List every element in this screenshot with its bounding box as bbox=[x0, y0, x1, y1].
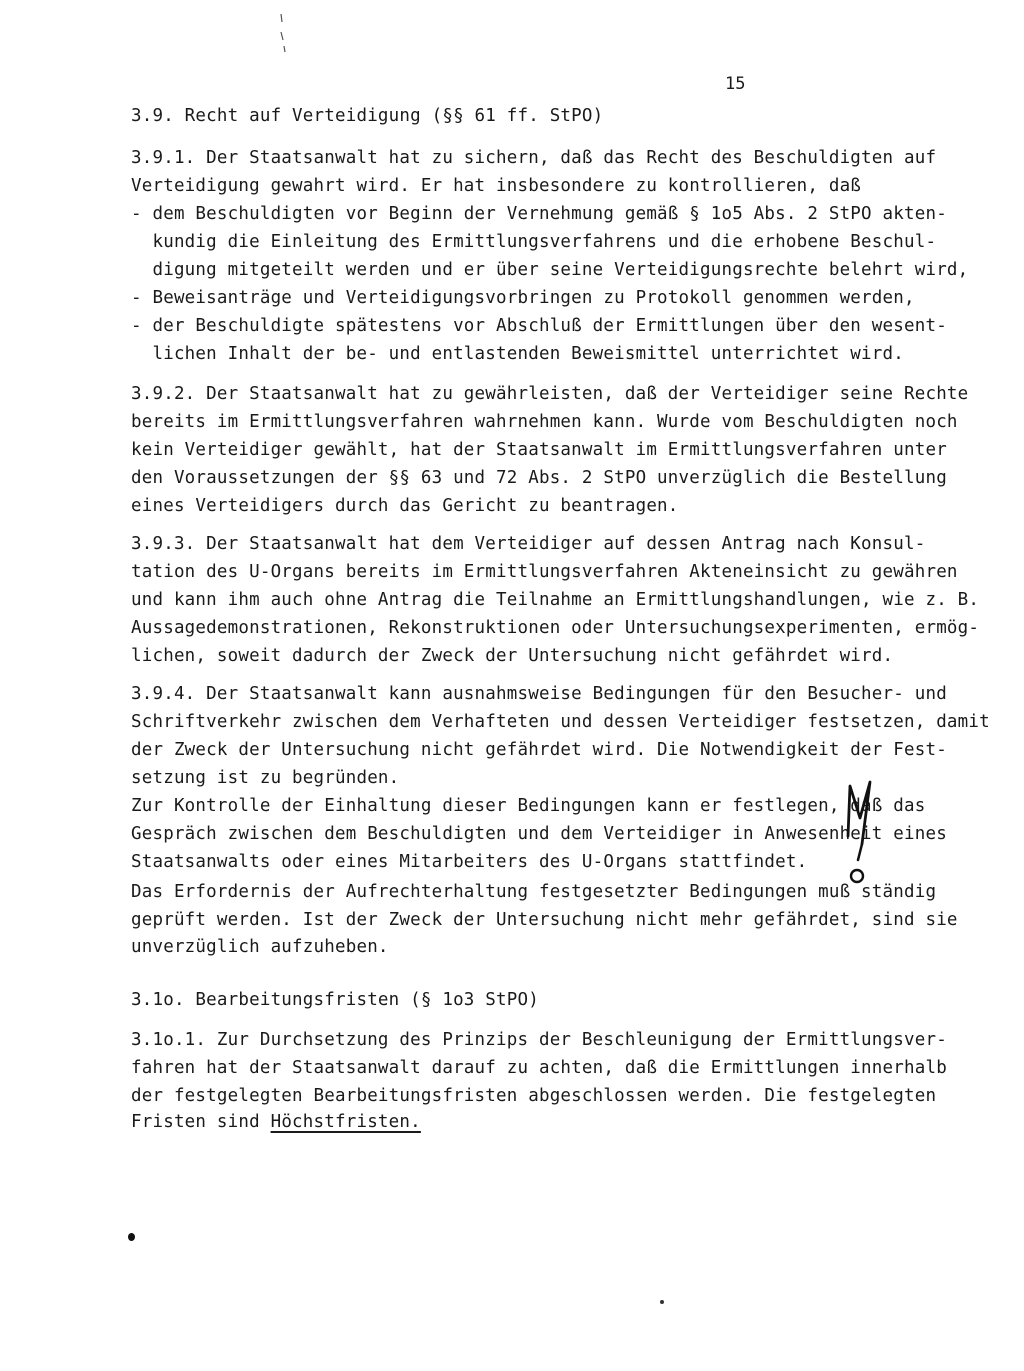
text-line: Das Erfordernis der Aufrechterhaltung festgesetzter Bedingungen muß ständig bbox=[131, 882, 937, 902]
text-line: setzung ist zu begründen. bbox=[131, 768, 400, 788]
text-line: 3.9.4. Der Staatsanwalt kann ausnahmsweise Bedingungen für den Besucher- und bbox=[131, 684, 947, 704]
text-line: geprüft werden. Ist der Zweck der Untersuchung nicht mehr gefährdet, sind sie bbox=[131, 910, 958, 930]
underlined-term: Höchstfristen. bbox=[270, 1112, 421, 1132]
scan-speck bbox=[660, 1300, 664, 1304]
text-line: lichen Inhalt der be- und entlastenden Beweismittel unterrichtet wird. bbox=[131, 344, 904, 364]
text-line: - dem Beschuldigten vor Beginn der Vernehmung gemäß § 1o5 Abs. 2 StPO akten- bbox=[131, 204, 947, 224]
scan-speck bbox=[272, 10, 292, 60]
text-line: kein Verteidiger gewählt, hat der Staatsanwalt im Ermittlungsverfahren unter bbox=[131, 440, 947, 460]
text-line: 3.9.3. Der Staatsanwalt hat dem Verteidiger auf dessen Antrag nach Konsul- bbox=[131, 534, 926, 554]
text-line: 3.9.2. Der Staatsanwalt hat zu gewährleisten, daß der Verteidiger seine Rechte bbox=[131, 384, 969, 404]
handwritten-margin-mark bbox=[838, 778, 878, 890]
text-line: kundig die Einleitung des Ermittlungsverfahrens und die erhobene Beschul- bbox=[131, 232, 937, 252]
text-line: 3.9.1. Der Staatsanwalt hat zu sichern, daß das Recht des Beschuldigten auf bbox=[131, 148, 937, 168]
text-line: der festgelegten Bearbeitungsfristen abgeschlossen werden. Die festgelegten bbox=[131, 1086, 937, 1106]
text-line: fahren hat der Staatsanwalt darauf zu achten, daß die Ermittlungen innerhalb bbox=[131, 1058, 947, 1078]
page-number: 15 bbox=[725, 74, 746, 94]
text-line: Staatsanwalts oder eines Mitarbeiters des U-Organs stattfindet. bbox=[131, 852, 808, 872]
text-line: digung mitgeteilt werden und er über seine Verteidigungsrechte belehrt wird, bbox=[131, 260, 969, 280]
section-heading-3-10: 3.1o. Bearbeitungsfristen (§ 1o3 StPO) bbox=[131, 990, 539, 1010]
text-line: Schriftverkehr zwischen dem Verhafteten und dessen Verteidiger festsetzen, damit bbox=[131, 712, 990, 732]
text-line: der Zweck der Untersuchung nicht gefährdet wird. Die Notwendigkeit der Fest- bbox=[131, 740, 947, 760]
text-segment: Fristen sind bbox=[131, 1112, 271, 1132]
scan-speck bbox=[128, 1233, 135, 1241]
section-heading-3-9: 3.9. Recht auf Verteidigung (§§ 61 ff. StPO) bbox=[131, 106, 604, 126]
text-line: - Beweisanträge und Verteidigungsvorbringen zu Protokoll genommen werden, bbox=[131, 288, 915, 308]
text-line: lichen, soweit dadurch der Zweck der Untersuchung nicht gefährdet wird. bbox=[131, 646, 894, 666]
text-line: und kann ihm auch ohne Antrag die Teilnahme an Ermittlungshandlungen, wie z. B. bbox=[131, 590, 980, 610]
text-line: Zur Kontrolle der Einhaltung dieser Bedingungen kann er festlegen, daß das bbox=[131, 796, 926, 816]
text-line bbox=[131, 1112, 421, 1132]
text-line: bereits im Ermittlungsverfahren wahrnehmen kann. Wurde vom Beschuldigten noch bbox=[131, 412, 958, 432]
text-line: eines Verteidigers durch das Gericht zu beantragen. bbox=[131, 496, 679, 516]
text-line: 3.1o.1. Zur Durchsetzung des Prinzips der Beschleunigung der Ermittlungsver- bbox=[131, 1030, 947, 1050]
text-line: Verteidigung gewahrt wird. Er hat insbesondere zu kontrollieren, daß bbox=[131, 176, 862, 196]
text-line: den Voraussetzungen der §§ 63 und 72 Abs. 2 StPO unverzüglich die Bestellung bbox=[131, 468, 947, 488]
text-line: tation des U-Organs bereits im Ermittlungsverfahren Akteneinsicht zu gewähren bbox=[131, 562, 958, 582]
text-line: - der Beschuldigte spätestens vor Abschluß der Ermittlungen über den wesent- bbox=[131, 316, 947, 336]
text-line: Gespräch zwischen dem Beschuldigten und dem Verteidiger in Anwesenheit eines bbox=[131, 824, 947, 844]
text-line: Aussagedemonstrationen, Rekonstruktionen oder Untersuchungsexperimenten, ermög- bbox=[131, 618, 980, 638]
text-line: unverzüglich aufzuheben. bbox=[131, 937, 389, 957]
